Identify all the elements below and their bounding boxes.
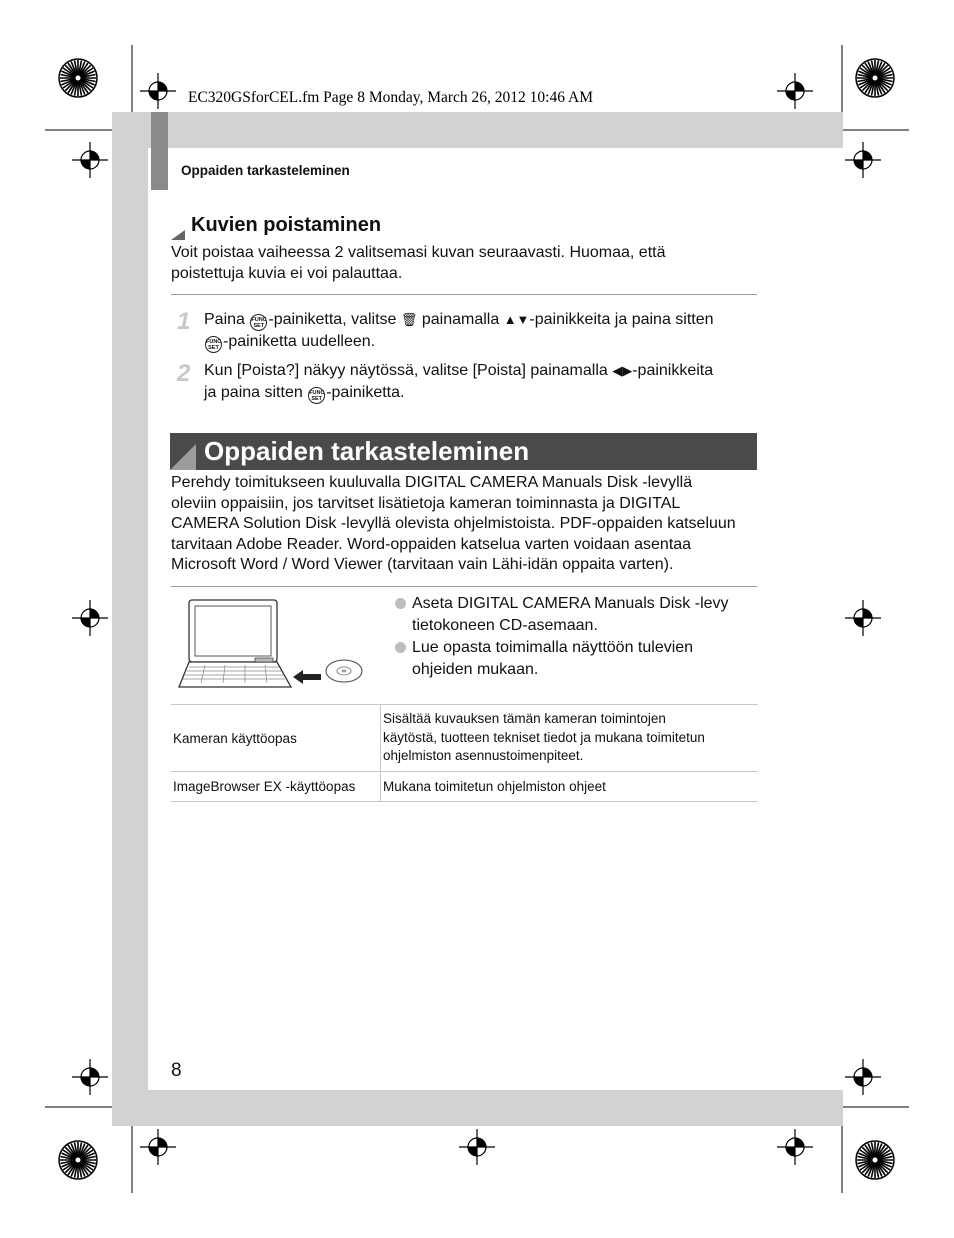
bullet-text: ohjeiden mukaan. <box>412 661 539 678</box>
banner-triangle-icon <box>170 444 196 470</box>
laptop-icon <box>179 600 291 687</box>
guides-intro-line: CAMERA Solution Disk -levyllä olevista ohjelmistoista. PDF-oppaiden katseluun <box>171 515 736 533</box>
divider <box>171 586 757 587</box>
laptop-cd-illustration <box>175 595 370 695</box>
step-text: -painikkeita <box>632 362 714 379</box>
step-text: -painiketta, valitse <box>268 311 401 328</box>
bullet-icon <box>395 642 406 653</box>
guides-intro-line: Microsoft Word / Word Viewer (tarvitaan vain Lähi-idän oppaita varten). <box>171 556 674 574</box>
desc-line: Sisältää kuvauksen tämän kameran toimintojen <box>383 711 666 727</box>
divider <box>171 294 757 295</box>
page-number: 8 <box>171 1060 182 1081</box>
table-row <box>171 772 758 802</box>
table-cell-name: ImageBrowser EX -käyttöopas <box>171 772 381 802</box>
delete-intro-line: poistettuja kuvia ei voi palauttaa. <box>171 264 403 282</box>
step-1 <box>204 309 760 353</box>
print-header: EC320GSforCEL.fm Page 8 Monday, March 26, 2012 10:46 AM <box>188 89 593 106</box>
desc-line: ohjelmiston asennustoimenpiteet. <box>383 748 584 764</box>
guides-intro-line: tarvitaan Adobe Reader. Word-oppaiden katselua varten voidaan asentaa <box>171 535 692 553</box>
section-title-delete: Kuvien poistaminen <box>191 214 382 236</box>
up-down-arrows-icon: ▲▼ <box>503 312 530 327</box>
cd-disc-icon <box>326 660 362 682</box>
func-set-button-icon: FUNC SET <box>308 387 325 404</box>
frame-band-bottom <box>112 1090 843 1126</box>
step-text: painamalla <box>417 311 504 328</box>
step-text: -painiketta uudelleen. <box>223 333 376 350</box>
bullet-item <box>412 637 693 681</box>
bullet-icon <box>395 598 406 609</box>
insert-arrow-icon <box>293 670 321 684</box>
bullet-item <box>412 593 729 637</box>
guides-intro-line: Perehdy toimitukseen kuuluvalla DIGITAL CAMERA Manuals Disk -levyllä <box>171 474 693 491</box>
desc-line: käytöstä, tuotteen tekniset tiedot ja mukana toimitetun <box>383 729 705 745</box>
frame-band-top <box>112 112 843 148</box>
left-right-arrows-icon: ◀▶ <box>612 363 633 378</box>
step-text: -painikkeita ja paina sitten <box>529 311 714 328</box>
bullet-text: Lue opasta toimimalla näyttöön tulevien <box>412 639 694 656</box>
guides-table <box>171 704 758 802</box>
table-row <box>171 705 758 772</box>
bullet-text: Aseta DIGITAL CAMERA Manuals Disk -levy <box>412 595 729 612</box>
table-cell-name: Kameran käyttöopas <box>171 705 381 772</box>
func-set-button-icon: FUNC SET <box>250 314 267 331</box>
section-title-guides: Oppaiden tarkasteleminen <box>204 436 530 466</box>
step-2 <box>204 360 760 404</box>
func-set-button-icon: FUNC SET <box>205 336 222 353</box>
step-text: Paina <box>204 311 250 328</box>
desc-line: Mukana toimitetun ohjelmiston ohjeet <box>383 779 606 794</box>
table-cell-desc <box>381 705 759 772</box>
running-head: Oppaiden tarkasteleminen <box>181 163 350 178</box>
bullet-text: tietokoneen CD-asemaan. <box>412 617 598 634</box>
heading-marker-icon <box>171 230 185 240</box>
guides-intro-line: oleviin oppaisiin, jos tarvitset lisätietoja kameran toiminnasta ja DIGITAL <box>171 494 681 512</box>
step-text: ja paina sitten <box>204 384 308 401</box>
step-text: -painiketta. <box>326 384 405 401</box>
chapter-tab <box>151 112 168 190</box>
step-text: Kun [Poista?] näkyy näytössä, valitse [Poista] painamalla <box>204 362 613 379</box>
step-number: 2 <box>177 360 191 387</box>
table-cell-desc <box>381 772 759 802</box>
guides-intro <box>171 473 771 576</box>
delete-intro <box>171 243 761 284</box>
delete-intro-line: Voit poistaa vaiheessa 2 valitsemasi kuvan seuraavasti. Huomaa, että <box>171 244 666 261</box>
frame-band-left <box>112 112 148 1126</box>
trash-icon: 🗑 <box>400 312 418 327</box>
step-number: 1 <box>177 308 191 335</box>
